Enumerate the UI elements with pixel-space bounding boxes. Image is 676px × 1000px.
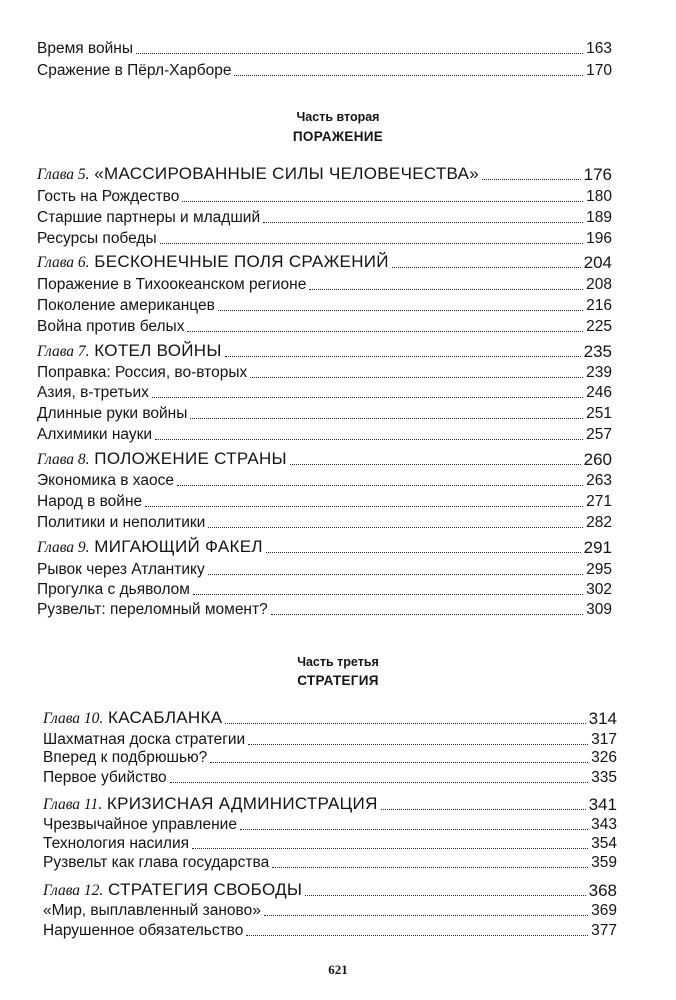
section-page: 257 <box>586 426 612 443</box>
section-entry <box>37 314 612 336</box>
section-entry <box>37 293 612 315</box>
leader-dots <box>250 377 583 378</box>
leader-dots <box>246 935 588 936</box>
section-title: Рузвельт как глава государства <box>43 854 270 871</box>
section-entry <box>37 205 612 227</box>
section-page: 196 <box>586 230 612 247</box>
leader-dots <box>263 222 583 223</box>
chapter-number: Глава 9. <box>37 539 90 556</box>
section-title: Народ в войне <box>37 493 143 510</box>
section-page: 302 <box>586 581 612 598</box>
section-title: Нарушенное обязательство <box>43 922 244 939</box>
section-title: Длинные руки войны <box>37 405 188 422</box>
section-page: 317 <box>591 731 617 748</box>
section-page: 251 <box>586 405 612 422</box>
section-title: Политики и неполитики <box>37 514 206 531</box>
section-page: 225 <box>586 318 612 335</box>
leader-dots <box>381 809 586 810</box>
section-title: Поражение в Тихоокеанском регионе <box>37 276 307 293</box>
chapter-number: Глава 7. <box>37 343 90 360</box>
leader-dots <box>192 848 588 849</box>
section-entry <box>37 184 612 206</box>
page-number: 621 <box>328 962 348 977</box>
chapter-entry <box>37 339 612 361</box>
section-title: Гость на Рождество <box>37 188 180 205</box>
leader-dots <box>145 506 583 507</box>
section-title: Ресурсы победы <box>37 230 157 247</box>
section-entry <box>37 597 612 619</box>
entry-page: 163 <box>586 40 612 57</box>
leader-dots <box>240 829 588 830</box>
section-entry <box>37 380 612 402</box>
leader-dots <box>218 310 583 311</box>
chapter-entry <box>37 162 612 184</box>
chapter-page: 368 <box>588 881 617 900</box>
section-entry <box>37 557 612 579</box>
chapter-number: Глава 10. <box>43 710 104 727</box>
chapter-entry <box>43 878 617 900</box>
section-page: 263 <box>586 472 612 489</box>
leader-dots <box>271 614 583 615</box>
section-title: Чрезвычайное управление <box>43 816 237 833</box>
chapter-page: 235 <box>583 342 612 361</box>
chapter-page: 204 <box>583 253 612 272</box>
entry-title: Сражение в Пёрл-Харборе <box>37 62 232 79</box>
section-page: 189 <box>586 209 612 226</box>
section-page: 208 <box>586 276 612 293</box>
section-page: 239 <box>586 364 612 381</box>
section-entry <box>43 765 617 787</box>
section-entry <box>43 898 617 920</box>
section-title: Рузвельт: переломный момент? <box>37 601 268 618</box>
section-page: 354 <box>591 835 617 852</box>
section-entry <box>43 918 617 940</box>
chapter-number: Глава 12. <box>43 882 104 899</box>
leader-dots <box>309 289 583 290</box>
chapter-entry <box>37 250 612 272</box>
part-label: Часть третья <box>297 655 379 669</box>
section-page: 326 <box>591 749 617 766</box>
section-page: 335 <box>591 769 617 786</box>
leader-dots <box>155 439 583 440</box>
entry-title: Время войны <box>37 40 133 57</box>
section-entry <box>37 360 612 382</box>
section-entry <box>37 272 612 294</box>
chapter-number: Глава 5. <box>37 166 90 183</box>
section-entry <box>37 226 612 248</box>
section-title: Первое убийство <box>43 769 167 786</box>
toc-entry <box>37 58 612 80</box>
toc-entry <box>37 36 612 58</box>
section-page: 309 <box>586 601 612 618</box>
leader-dots <box>305 895 585 896</box>
chapter-number: Глава 11. <box>43 796 103 813</box>
section-title: «Мир, выплавленный заново» <box>43 902 261 919</box>
chapter-title: МИГАЮЩИЙ ФАКЕЛ <box>94 537 263 556</box>
chapter-page: 176 <box>583 165 612 184</box>
section-entry <box>43 745 617 767</box>
section-page: 246 <box>586 384 612 401</box>
leader-dots <box>272 867 588 868</box>
part-label: Часть вторая <box>296 110 380 124</box>
leader-dots <box>177 485 583 486</box>
leader-dots <box>190 418 583 419</box>
leader-dots <box>290 464 581 465</box>
chapter-title: КРИЗИСНАЯ АДМИНИСТРАЦИЯ <box>106 794 378 813</box>
section-entry <box>37 510 612 532</box>
section-title: Прогулка с дьяволом <box>37 581 190 598</box>
leader-dots <box>152 397 583 398</box>
chapter-page: 341 <box>588 795 617 814</box>
section-page: 359 <box>591 854 617 871</box>
section-title: Поправка: Россия, во-вторых <box>37 364 248 381</box>
section-page: 271 <box>586 493 612 510</box>
section-page: 369 <box>591 902 617 919</box>
section-entry <box>43 850 617 872</box>
section-page: 282 <box>586 514 612 531</box>
chapter-page: 291 <box>583 538 612 557</box>
leader-dots <box>170 782 588 783</box>
section-page: 216 <box>586 297 612 314</box>
leader-dots <box>266 552 581 553</box>
chapter-title: БЕСКОНЕЧНЫЕ ПОЛЯ СРАЖЕНИЙ <box>94 252 389 271</box>
section-title: Война против белых <box>37 318 185 335</box>
chapter-entry <box>37 535 612 557</box>
section-title: Алхимики науки <box>37 426 153 443</box>
section-title: Экономика в хаосе <box>37 472 174 489</box>
chapter-page: 260 <box>583 450 612 469</box>
section-page: 295 <box>586 561 612 578</box>
section-entry <box>37 468 612 490</box>
leader-dots <box>482 179 581 180</box>
leader-dots <box>160 243 584 244</box>
section-title: Шахматная доска стратегии <box>43 731 246 748</box>
section-title: Технология насилия <box>43 835 190 852</box>
chapter-title: КОТЕЛ ВОЙНЫ <box>94 341 222 360</box>
leader-dots <box>208 527 583 528</box>
leader-dots <box>234 75 583 76</box>
chapter-title: «МАССИРОВАННЫЕ СИЛЫ ЧЕЛОВЕЧЕСТВА» <box>94 164 480 183</box>
leader-dots <box>187 331 583 332</box>
leader-dots <box>264 915 588 916</box>
chapter-number: Глава 6. <box>37 254 90 271</box>
part-title: СТРАТЕГИЯ <box>297 673 379 688</box>
leader-dots <box>392 267 581 268</box>
section-title: Азия, в-третьих <box>37 384 149 401</box>
section-page: 180 <box>586 188 612 205</box>
part-title: ПОРАЖЕНИЕ <box>292 129 384 144</box>
section-title: Старшие партнеры и младший <box>37 209 261 226</box>
chapter-entry <box>37 447 612 469</box>
chapter-number: Глава 8. <box>37 451 90 468</box>
section-title: Вперед к подбрюшью? <box>43 749 208 766</box>
leader-dots <box>193 594 583 595</box>
section-entry <box>37 401 612 423</box>
leader-dots <box>225 723 585 724</box>
section-entry <box>37 422 612 444</box>
leader-dots <box>225 356 581 357</box>
chapter-entry <box>43 792 617 814</box>
entry-page: 170 <box>586 62 612 79</box>
leader-dots <box>136 53 583 54</box>
leader-dots <box>182 201 583 202</box>
chapter-entry <box>43 706 617 728</box>
chapter-title: КАСАБЛАНКА <box>108 708 223 727</box>
section-entry <box>37 577 612 599</box>
section-page: 377 <box>591 922 617 939</box>
leader-dots <box>208 574 583 575</box>
chapter-title: СТРАТЕГИЯ СВОБОДЫ <box>108 880 303 899</box>
chapter-page: 314 <box>588 709 617 728</box>
section-page: 343 <box>591 816 617 833</box>
section-title: Рывок через Атлантику <box>37 561 205 578</box>
section-entry <box>37 489 612 511</box>
chapter-title: ПОЛОЖЕНИЕ СТРАНЫ <box>94 449 287 468</box>
leader-dots <box>210 762 588 763</box>
section-title: Поколение американцев <box>37 297 215 314</box>
